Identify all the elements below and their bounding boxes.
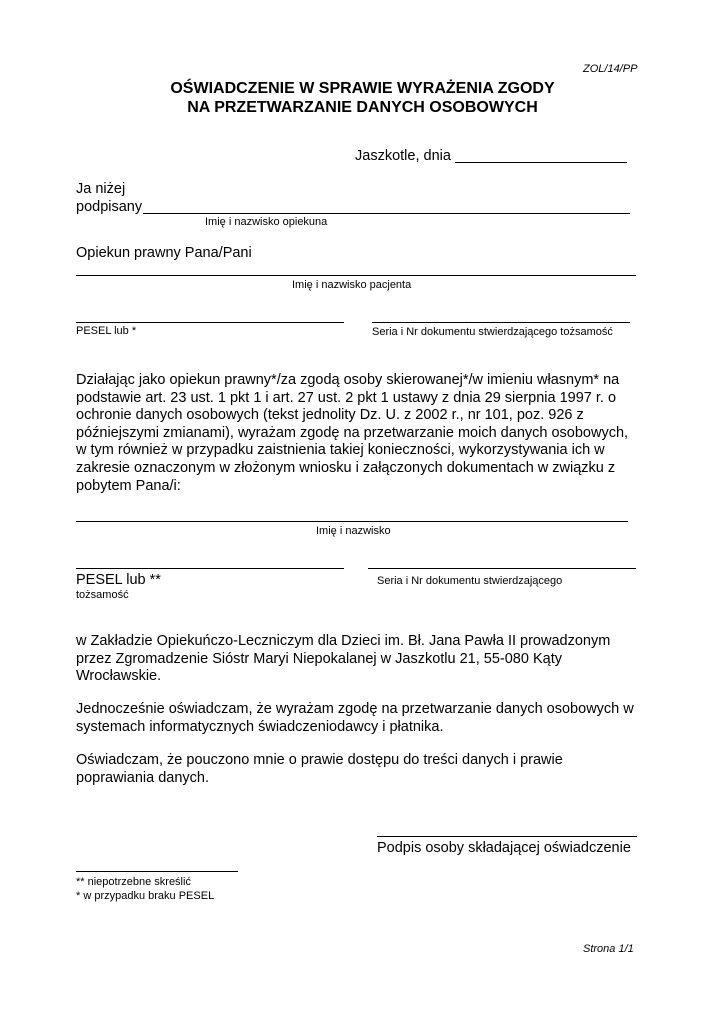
- consent-line: zakresie oznaczonym w złożonym wniosku i załączonych dokumentach w związku z: [76, 459, 616, 476]
- id-doc-caption-1: Seria i Nr dokumentu stwierdzającego tożsamość: [372, 326, 613, 338]
- person-name-caption: Imię i nazwisko: [316, 525, 391, 537]
- footnote-1: ** niepotrzebne skreślić: [76, 876, 191, 888]
- footnote-2: * w przypadku braku PESEL: [76, 890, 215, 902]
- signature-caption: Podpis osoby składającej oświadczenie: [377, 840, 631, 856]
- consent-line: ochronie danych osobowych (tekst jednolity Dz. U. z 2002 r., nr 101, poz. 926 z: [76, 407, 584, 424]
- institution-line: przez Zgromadzenie Sióstr Maryi Niepokalanej w Jaszkotlu 21, 55-080 Kąty: [76, 650, 562, 667]
- rights-paragraph: [76, 752, 563, 787]
- consent-line: podstawie art. 23 ust. 1 pkt 1 i art. 27 ust. 2 pkt 1 ustawy z dnia 29 sierpnia 1997 r. o: [76, 389, 617, 406]
- consent-line: pobytem Pana/i:: [76, 477, 181, 494]
- place-date-label: Jaszkotle, dnia: [355, 148, 451, 164]
- identity-word: tożsamość: [76, 589, 129, 601]
- person-name-field-line[interactable]: [76, 521, 628, 522]
- page-number: Strona 1/1: [583, 943, 634, 955]
- institution-line: Wrocławskie.: [76, 668, 162, 685]
- footnote-separator: [76, 871, 238, 872]
- systems-paragraph: [76, 701, 634, 736]
- legal-guardian-label: Opiekun prawny Pana/Pani: [76, 245, 252, 261]
- guardian-name-field-line[interactable]: [143, 213, 630, 214]
- document-title-line-2: NA PRZETWARZANIE DANYCH OSOBOWYCH: [187, 99, 538, 116]
- systems-line: systemach informatycznych świadczeniodawcy i płatnika.: [76, 718, 444, 735]
- institution-line: w Zakładzie Opiekuńczo-Leczniczym dla Dzieci im. Bł. Jana Pawła II prowadzonym: [76, 633, 611, 649]
- undersigned-label-line-1: Ja niżej: [76, 181, 126, 197]
- pesel-field-line-1[interactable]: [76, 322, 344, 323]
- consent-line: w tym również w przypadku zaistnienia takiej konieczności, wykorzystywania ich w: [76, 442, 605, 459]
- rights-line: poprawiania danych.: [76, 769, 210, 786]
- pesel-field-line-2[interactable]: [76, 568, 344, 569]
- date-field-line[interactable]: [455, 162, 627, 163]
- rights-line: Oświadczam, że pouczono mnie o prawie dostępu do treści danych i prawie: [76, 752, 563, 768]
- undersigned-label-line-2: podpisany: [76, 199, 143, 215]
- document-title-line-1: OŚWIADCZENIE W SPRAWIE WYRAŻENIA ZGODY: [170, 80, 555, 97]
- id-doc-field-line-1[interactable]: [372, 322, 630, 323]
- patient-name-caption: Imię i nazwisko pacjenta: [292, 279, 412, 291]
- signature-field-line[interactable]: [377, 836, 637, 837]
- consent-paragraph: [76, 372, 628, 495]
- document-code: ZOL/14/PP: [583, 63, 638, 75]
- pesel-caption-2: PESEL lub **: [76, 572, 161, 588]
- systems-line: Jednocześnie oświadczam, że wyrażam zgodę na przetwarzanie danych osobowych w: [76, 701, 634, 717]
- consent-line: Działając jako opiekun prawny*/za zgodą osoby skierowanej*/w imieniu własnym* na: [76, 372, 620, 388]
- id-doc-caption-2: Seria i Nr dokumentu stwierdzającego: [377, 575, 563, 587]
- guardian-name-caption: Imię i nazwisko opiekuna: [205, 216, 328, 228]
- id-doc-field-line-2[interactable]: [368, 568, 636, 569]
- institution-paragraph: [76, 633, 610, 686]
- consent-line: późniejszymi zmianami), wyrażam zgodę na przetwarzanie moich danych osobowych,: [76, 424, 629, 441]
- pesel-caption-1: PESEL lub *: [76, 325, 137, 337]
- patient-name-field-line[interactable]: [76, 275, 636, 276]
